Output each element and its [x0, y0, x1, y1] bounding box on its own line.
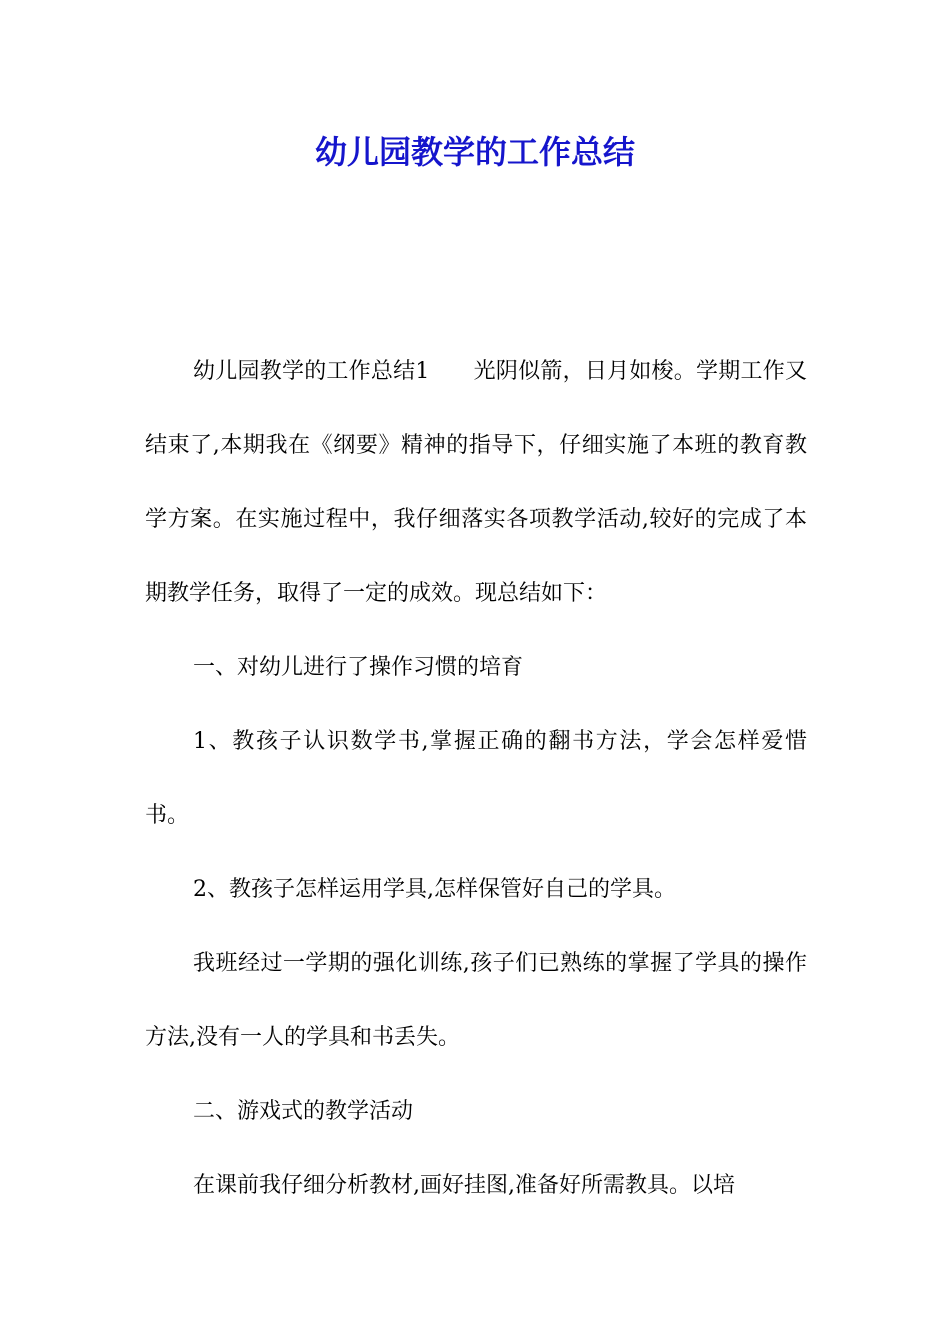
paragraph-result: 我班经过一学期的强化训练,孩子们已熟练的掌握了学具的操作方法,没有一人的学具和书丢失。: [145, 951, 807, 1050]
paragraph-preparation: 在课前我仔细分析教材,画好挂图,准备好所需教具。以培: [193, 1173, 735, 1198]
document-title: 幼儿园教学的工作总结: [314, 133, 635, 171]
paragraph-item-1: 1、教孩子认识数学书,掌握正确的翻书方法，学会怎样爱惜书。: [145, 729, 807, 828]
paragraph-text: 光阴似箭，日月如梭。学期工作又结束了,本期我在《纲要》精神的指导下，仔细实施了本班的教育教学方案。在实施过程中，我仔细落实各项教学活动,较好的完成了本期教学任务，取得了一定的成效。现总结如下：: [145, 359, 807, 606]
intro-heading: 幼儿园教学的工作总结1: [193, 359, 430, 384]
section-heading-1: 一、对幼儿进行了操作习惯的培育: [193, 655, 524, 680]
paragraph-intro: [145, 335, 807, 631]
document-body: [145, 335, 807, 1223]
paragraph-item-2: 2、教孩子怎样运用学具,怎样保管好自己的学具。: [193, 877, 676, 902]
section-heading-2: 二、游戏式的教学活动: [193, 1099, 414, 1124]
